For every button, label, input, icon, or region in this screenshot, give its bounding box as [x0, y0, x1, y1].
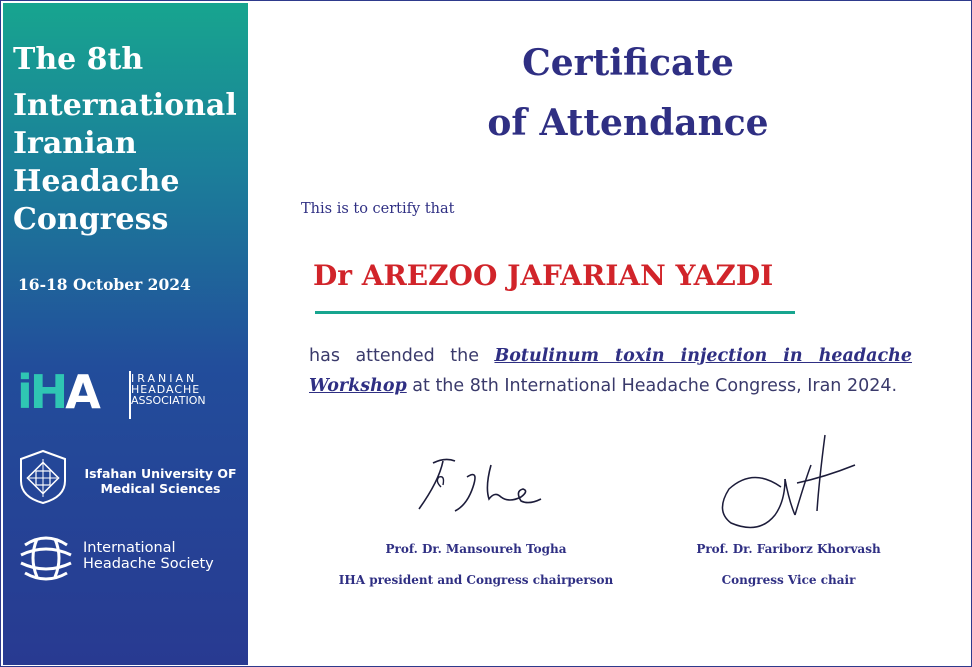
attendance-statement: [309, 341, 912, 401]
signer-role-2: Congress Vice chair: [721, 573, 856, 587]
congress-name: International Iranian Headache Congress: [13, 88, 237, 237]
university-line-1: Isfahan University OF: [84, 466, 237, 481]
statement-suffix: at the 8th International Headache Congress, Iran 2024.: [406, 376, 898, 396]
signature-togha-icon: [411, 447, 561, 517]
title-line-1: Certificate: [522, 42, 734, 84]
certificate-title: [251, 33, 972, 153]
isfahan-university-logo-icon: [15, 447, 71, 505]
title-line-2: of Attendance: [487, 102, 769, 144]
isfahan-university-name: [73, 466, 248, 496]
iha-line-1: IRANIAN: [131, 372, 198, 385]
recipient-underline: [315, 311, 795, 314]
certificate-body: [251, 1, 969, 666]
certify-intro: This is to certify that: [301, 201, 455, 217]
congress-sidebar: [3, 3, 248, 665]
iha-logo-icon: iHA: [17, 365, 98, 419]
iha-line-3: ASSOCIATION: [131, 394, 206, 407]
ihs-logo-icon: [15, 533, 77, 583]
signer-name-2: Prof. Dr. Fariborz Khorvash: [696, 542, 881, 556]
ihs-line-1: International: [83, 540, 176, 556]
iha-wordmark: [131, 373, 233, 406]
statement-prefix: has attended the: [309, 346, 495, 366]
ihs-name: [83, 540, 248, 572]
signature-khorvash-icon: [713, 431, 863, 531]
recipient-name: Dr AREZOO JAFARIAN YAZDI: [313, 259, 774, 292]
iha-line-2: HEADACHE: [131, 383, 201, 396]
signer-name-1: Prof. Dr. Mansoureh Togha: [385, 542, 567, 556]
event-name: Botulinum toxin injection in headache Workshop: [309, 346, 912, 396]
ihs-line-2: Headache Society: [83, 556, 214, 572]
signer-role-1: IHA president and Congress chairperson: [338, 573, 614, 587]
congress-dates: 16-18 October 2024: [18, 275, 191, 294]
congress-ordinal: The 8th: [13, 42, 144, 77]
university-line-2: Medical Sciences: [100, 481, 221, 496]
